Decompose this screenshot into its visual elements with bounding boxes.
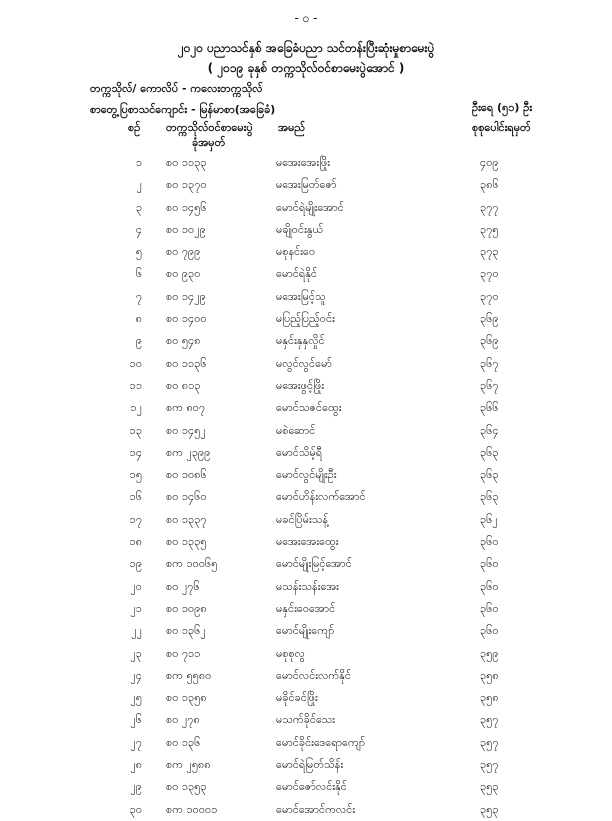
table-row [0,174,612,196]
row-roll: စဝ ၅၄၈ [166,334,201,348]
row-marks: ၃၆၉ [480,312,499,326]
row-no: ၁၅ [129,468,142,482]
table-row [0,687,612,709]
title-line-2: ( ၂၀၁၉ ခုနှစ် တက္ကသိုလ်ဝင်စာမေးပွဲအောင် ) [207,61,405,75]
row-name: မသက်ခိုင်သေး [276,713,335,727]
row-marks: ၃၆၂ [480,512,498,526]
row-name: မောင်ရဲမျိုးအောင် [276,200,344,214]
exam-center-line: စာတွေ့ပြစာသင်ကျောင်း - မြန်မာစာ(အခြေခံ) [90,103,276,116]
row-roll: စဝ ၉၃၀ [166,267,201,281]
row-marks: ၃၆၉ [480,334,499,348]
title-line-1: ၂၀၂၀ ပညာသင်နှစ် အခြေခံပညာ သင်တန်းပြီးဆုံးမှုစာမေးပွဲ [177,41,435,55]
row-roll: စဝ ၁၃၃၇ [166,512,207,526]
table-row [0,531,612,553]
row-roll: စဝ ၁၃၃၅ [166,535,207,549]
row-marks: ၃၅၃ [480,780,499,794]
row-name: မခင်ပြိမ်းသန့် [276,512,329,526]
row-marks: ၃၇၀ [480,267,499,281]
row-no: ၂ [136,178,142,192]
row-roll: စက ၅၅၈၀ [166,668,212,682]
row-no: ၁ [135,156,142,169]
table-row [0,152,612,174]
row-marks: ၃၇၀ [480,289,499,303]
row-marks: ၃၈၆ [480,178,499,192]
row-name: မလွင်လွင်မော် [276,356,332,370]
row-name: မောင်လင်းလက်နိုင် [276,668,351,682]
row-name: မောင်သဇင်ထွေး [276,401,342,415]
row-name: မောင်ဟိန်းလက်အောင် [276,490,366,504]
row-no: ၁၄ [129,445,142,459]
row-no: ၃ [135,200,142,214]
row-roll: စဝ ၁၀၈၆ [166,468,207,482]
row-roll: စဝ ၇၉၉ [166,245,201,259]
row-no: ၂၇ [130,735,142,749]
row-no: ၂၃ [130,646,142,660]
row-roll: စဝ ၁၃၇၀ [166,178,207,192]
row-roll: စဝ ၁၃၆ [166,735,201,749]
row-roll: စက ၂၅၈၈ [166,758,211,772]
row-marks: ၃၆၄ [480,423,499,437]
row-roll: စက ၂၃၉၉ [166,445,211,459]
table-row [0,709,612,731]
row-no: ၄ [135,222,142,236]
row-name: မောင်ရဲမြတ်သိန်း [276,758,344,772]
row-name: မစဲဆောင် [276,423,316,437]
row-marks: ၃၆၆ [480,401,499,415]
subject-line: တက္ကသိုလ်/ ကောလိပ် - ကလေးတက္ကသိုလ် [90,82,263,95]
row-name: မအေးမြတ်ဇော် [276,178,337,192]
row-marks: ၃၆၀ [480,557,499,571]
row-no: ၂၁ [130,601,142,615]
row-no: ၉ [135,334,142,348]
row-no: ၁၂ [130,401,142,415]
header-marks: စုစုပေါင်းရမှတ် [472,121,531,134]
row-roll: စဝ ၁၄၀၀ [166,312,207,326]
table-row [0,732,612,754]
table-row [0,353,612,375]
table-row [0,620,612,642]
row-name: မအေးအေးဖြိုး [276,156,331,169]
row-roll: စက ၁၀၀၆၅ [166,557,218,571]
table-row [0,286,612,308]
row-roll: စဝ ၇၁၁ [166,646,201,660]
table-row [0,598,612,620]
results-table [0,152,612,821]
row-marks: ၃၅၉ [480,646,499,660]
row-no: ၂၀ [130,579,142,593]
row-roll: စဝ ၁၀၉၈ [166,601,207,615]
row-marks: ၃၆၀ [480,579,499,593]
row-no: ၅ [135,245,142,259]
row-roll: စဝ ၂၇၆ [166,579,200,593]
row-name: မအေးအေးထွေး [276,535,339,549]
row-roll: စဝ ၁၃၅၈ [166,691,207,705]
row-marks: ၃၆၃ [480,468,499,482]
table-row [0,263,612,285]
row-no: ၂၄ [130,668,142,682]
page-number: - ၀ - [294,11,318,25]
table-row [0,241,612,263]
table-row [0,197,612,219]
row-name: မောင်မျိုးကျော် [276,624,335,638]
row-no: ၁၇ [129,512,142,526]
table-row [0,219,612,241]
table-row [0,375,612,397]
row-no: ၁၁ [129,378,142,392]
row-roll: စက ၁၀၀၀၁ [166,802,218,816]
row-marks: ၃၇၃ [480,245,499,259]
row-name: မသန်းသန်းအေး [276,579,339,593]
row-name: မောင်လွင်မျိုးဦး [276,468,337,482]
header-no: စဉ် [128,121,141,134]
row-roll: စဝ ၁၁၃၆ [166,356,207,370]
row-marks: ၃၆၇ [480,356,499,370]
table-row [0,308,612,330]
row-name: မနှင်းဝေအောင် [276,601,336,615]
row-no: ၁၃ [129,423,142,437]
table-row [0,799,612,821]
row-name: မနှင်းနှနှလှိုင် [276,334,325,348]
row-roll: စဝ ၁၃၆၂ [166,624,206,638]
row-name: မအေးဖွင့်ဖြိုး [276,378,325,392]
table-row [0,330,612,352]
row-name: မောင်ရဲနိုင် [276,267,317,281]
row-marks: ၃၅၃ [480,802,499,816]
table-row [0,665,612,687]
table-row [0,776,612,798]
row-roll: စဝ ၂၇၈ [166,713,200,727]
table-row [0,397,612,419]
row-name: မောင်မျိုးမြင့်အောင် [276,557,352,571]
row-name: မောင်ဇော်လင်းနိုင် [276,780,347,794]
row-no: ၁၈ [129,535,142,549]
row-marks: ၃၇၇ [480,200,499,214]
row-marks: ၃၅၇ [480,735,499,749]
row-no: ၁၉ [129,557,142,571]
row-marks: ၄၀၉ [480,156,499,169]
table-row [0,576,612,598]
row-roll: စက ၈၀၇ [166,401,206,415]
row-roll: စဝ ၈၁၃ [166,378,201,392]
header-roll: တက္ကသိုလ်ဝင်စာမေးပွဲ [166,121,253,134]
row-no: ၁၆ [129,490,142,504]
row-marks: ၃၅၈ [480,668,499,682]
row-roll: စဝ ၁၄၅၆ [166,200,207,214]
row-no: ၈ [135,312,142,326]
row-name: မောင်အောင်ကလင်း [276,802,356,816]
row-roll: စဝ ၁၄၅၂ [166,423,206,437]
row-roll: စဝ ၁၁၃၃ [166,156,207,169]
row-no: ၂၂ [131,624,142,638]
row-marks: ၃၇၅ [480,222,499,236]
row-roll: စဝ ၁၃၅၃ [166,780,207,794]
row-name: မစုနင်းဝေ [276,245,316,259]
row-name: မအေးမြင့်သူ [276,289,326,303]
row-marks: ၃၆၃ [480,445,499,459]
row-marks: ၃၅၈ [480,691,499,705]
row-name: မခိုင်ခင်ဖြိုး [276,691,318,705]
row-marks: ၃၅၇ [480,713,499,727]
row-roll: စဝ ၁၄၆၀ [166,490,207,504]
row-no: ၁၀ [129,356,142,370]
row-no: ၆ [135,267,142,281]
table-row [0,643,612,665]
row-marks: ၃၆၀ [480,624,499,638]
table-row [0,754,612,776]
table-row [0,509,612,531]
table-row [0,464,612,486]
row-marks: ၃၆၀ [480,601,499,615]
row-marks: ၃၆၀ [480,535,499,549]
row-name: မစုစုလွ [276,646,305,660]
row-marks: ၃၆၃ [480,490,499,504]
marks-header: ဦးရေ (၅၁) ဦး [472,101,533,114]
row-name: မပြည့်ပြည့်ဝင်း [276,312,335,326]
row-roll: စဝ ၁၄၂၉ [166,289,206,303]
table-row [0,553,612,575]
row-no: ၂၉ [130,780,142,794]
table-row [0,442,612,464]
row-name: မောင်သိမ့်ရီ [276,445,323,459]
row-roll: စဝ ၁၀၂၉ [166,222,206,236]
row-no: ၂၈ [130,758,142,772]
row-marks: ၃၆၇ [480,378,499,392]
table-row [0,486,612,508]
row-no: ၂၅ [130,691,142,705]
header-name: အမည် [278,121,306,134]
row-no: ၇ [135,289,142,303]
row-name: မချိုဝင်းနွယ် [276,222,324,236]
row-marks: ၃၅၇ [480,758,499,772]
row-name: မောင်ခိုင်းဒေရောကျော် [276,735,366,749]
row-no: ၃၀ [129,802,142,816]
table-row [0,420,612,442]
header-roll-2: ခုံအမှတ် [192,136,226,149]
row-no: ၂၆ [130,713,142,727]
